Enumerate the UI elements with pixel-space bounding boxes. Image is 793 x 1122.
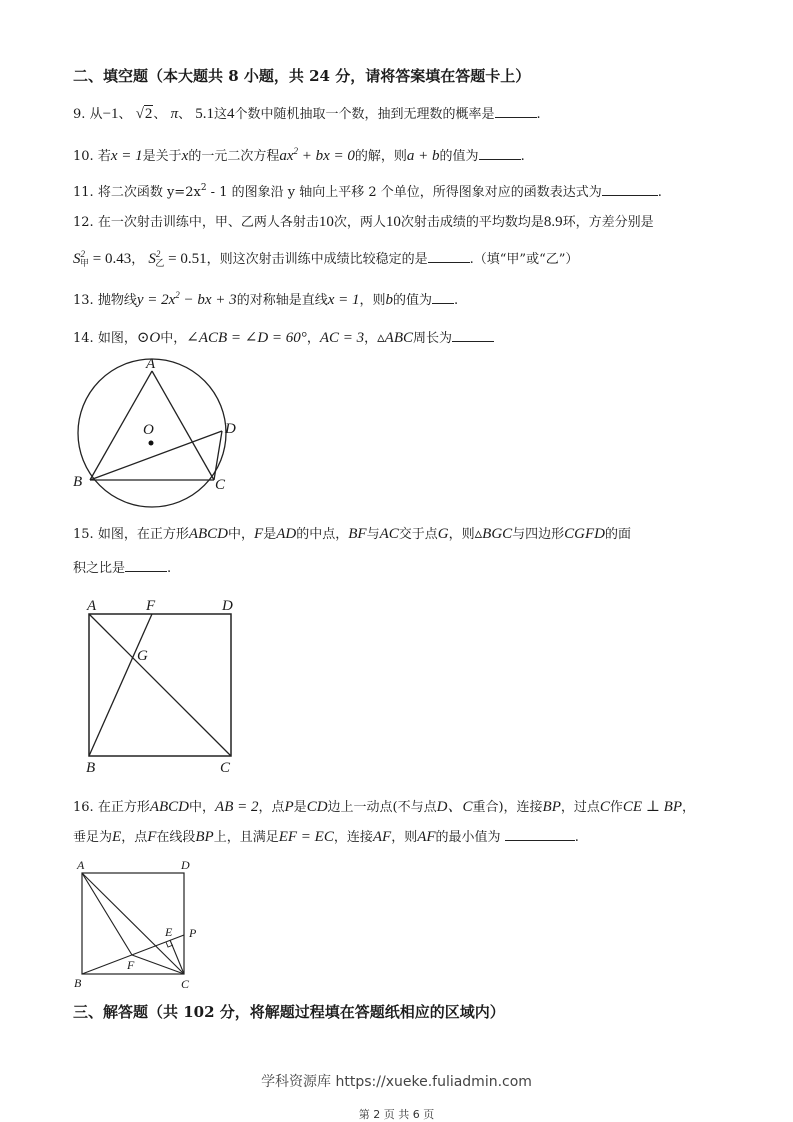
label-d: D [222, 598, 233, 614]
segment-af [82, 873, 132, 955]
text: 、 [153, 107, 167, 122]
text: 个数中随机抽取一个数，抽到无理数的概率是 [234, 107, 495, 122]
segment-bd [90, 431, 222, 480]
question-16-line-1: 16. 在正方形ABCD中，AB = 2，点P是CD边上一动点(不与点D、C重合)，连接BP，过点C作CE ⊥ BP， [73, 799, 696, 815]
label-o: O [143, 422, 154, 438]
question-number: 12. [73, 215, 94, 230]
q15-figure [86, 598, 233, 776]
question-number: 13. [73, 293, 94, 308]
question-number: 9. [73, 107, 86, 122]
math: 4 [227, 106, 235, 122]
question-15-line-2: 积之比是 . [73, 557, 171, 579]
label-b: B [74, 976, 82, 990]
label-a: A [77, 858, 85, 872]
answer-blank[interactable] [125, 557, 167, 572]
segment-bf [89, 614, 152, 756]
question-12-line-2: $S^2_甲 = 0.43$， $S^2_乙 = 0.51$，则这次射击训练中成绩比较稳定的是 .（填“甲”或“乙”） [73, 249, 579, 268]
segment-fc [132, 955, 184, 974]
segment-dc [214, 431, 222, 480]
math: a + b [406, 148, 440, 164]
question-15-line-1: 15. 如图，在正方形ABCD中，F是AD的中点，BF与AC交于点G，则▵BGC与四边形CGFD的面 [73, 526, 632, 542]
text: 这 [214, 107, 228, 122]
label-c: C [220, 760, 231, 776]
question-12-line-1: 12. 在一次射击训练中，甲、乙两人各射击10次，两人10次射击成绩的平均数均是8.9环，方差分别是 [73, 214, 654, 230]
label-f: F [127, 958, 135, 972]
section-2-heading: 二、填空题（本大题共 8 小题，共 24 分，请将答案填在答题卡上） [73, 67, 531, 85]
center-dot [149, 441, 154, 446]
label-g: G [137, 648, 148, 664]
question-16-line-2: 垂足为E，点F在线段BP上，且满足EF = EC，连接AF，则AF的最小值为 . [73, 826, 579, 848]
math: x = 1 [110, 148, 143, 164]
math: −1 [102, 106, 119, 122]
question-number: 15. [73, 527, 94, 542]
sqrt-2: √2 [135, 106, 153, 122]
answer-blank[interactable] [505, 826, 575, 841]
math: π [170, 106, 179, 122]
question-13: 13. 抛物线$y = 2x^2$ − bx + 3的对称轴是直线x = 1，则b的值为 . [73, 290, 459, 308]
math: x [181, 148, 189, 164]
label-c: C [181, 977, 190, 991]
variance-jia: $S^2_甲 = 0.43$ [73, 249, 132, 268]
text: 、 [118, 107, 132, 122]
variance-yi: $S^2_乙 = 0.51$ [148, 249, 207, 268]
label-b: B [73, 474, 83, 490]
text: 从 [89, 107, 103, 122]
q16-figure [74, 858, 197, 991]
label-a: A [146, 356, 156, 372]
math: 5.1 [195, 106, 214, 122]
page-number: 第 2 页 共 6 页 [358, 1108, 435, 1121]
label-d: D [181, 858, 190, 872]
question-9: 9. 从−1、 √2、 π、 5.1这4个数中随机抽取一个数，抽到无理数的概率是 . [73, 103, 541, 125]
question-number: 16. [73, 800, 94, 815]
text: 、 [178, 107, 192, 122]
question-14: 14. 如图，⊙O中，∠ACB = ∠D = 60°，AC = 3，▵ABC周长为 [73, 327, 494, 349]
label-f: F [146, 598, 156, 614]
footer-site-link[interactable]: 学科资源库 https://xueke.fuliadmin.com [261, 1074, 532, 1090]
question-10: 10. 若x = 1是关于x的一元二次方程$ax^2$ + bx = 0的解，则a + b的值为 . [73, 146, 525, 164]
label-d: D [225, 421, 236, 437]
diagonal-ac [89, 614, 231, 756]
label-p: P [189, 926, 197, 940]
label-b: B [86, 760, 96, 776]
segment-ac [152, 371, 214, 480]
section-3-heading: 三、解答题（共 102 分，将解题过程填在答题纸相应的区域内） [73, 1003, 505, 1021]
math: $ax^2$ + bx = 0 [279, 146, 355, 164]
label-c: C [215, 477, 226, 493]
label-a: A [87, 598, 97, 614]
math: $y = 2x^2$ − bx + 3 [136, 290, 237, 308]
question-number: 10. [73, 149, 94, 164]
question-number: 11. [73, 185, 94, 200]
label-e: E [165, 925, 173, 939]
question-11: 11. 将二次函数 $y=2x^2 - 1$ 的图象沿 y 轴向上平移 2 个单位，所得图象对应的函数表达式为 . [73, 183, 662, 200]
question-number: 14. [73, 331, 94, 346]
